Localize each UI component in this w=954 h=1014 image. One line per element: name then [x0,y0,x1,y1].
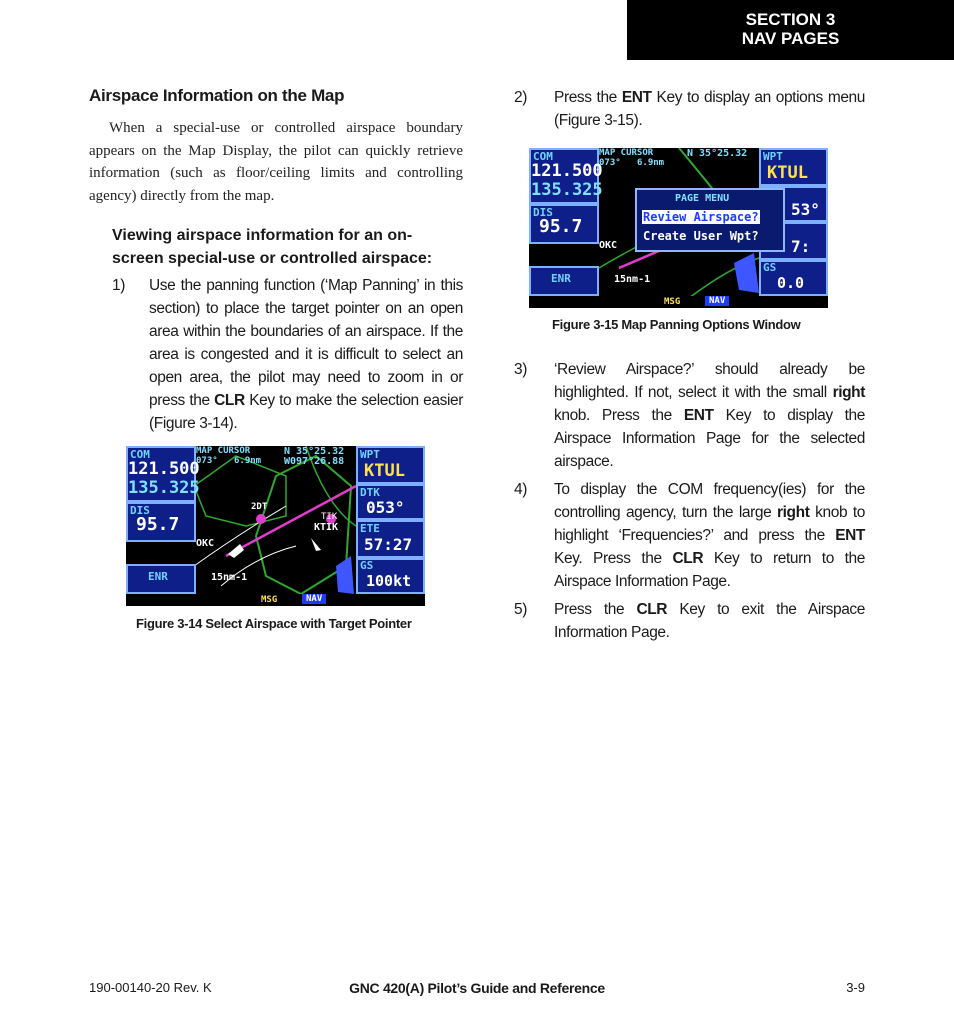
ete-value: 7: [791,237,811,256]
section-tab-line1: SECTION 3 [745,10,836,29]
step-2 [512,86,865,132]
step-text: To display the COM frequency(ies) for the controlling agency, turn the large right knob to highlight ‘Frequencies?’ and press the ENT Key. Press the CLR Key to return to the Airspace Information Page. [554,481,866,590]
step-text: Press the CLR Key to exit the Airspace Information Page. [554,601,865,641]
ete-label: ETE [360,522,380,535]
range-value: 6.9nm [637,158,665,168]
wpt-value: KTUL [364,461,405,481]
map-scale: 15nm-1 [211,572,248,583]
wpt-value: KTUL [767,163,808,183]
latitude-value: N 35°25.32 [284,446,345,457]
dtk-value: 53° [791,200,820,219]
step-5 [512,598,865,644]
review-airspace-option[interactable]: Review Airspace? [643,210,759,224]
dis-label: DIS [130,504,150,517]
step-text: Press the ENT Key to display an options menu (Figure 3-15). [554,89,866,129]
section-tab-line2: NAV PAGES [741,29,840,48]
dis-value: 95.7 [539,216,583,237]
dtk-value: 053° [366,498,405,517]
page-menu-title: PAGE MENU [675,193,730,204]
left-column [89,86,463,631]
right-column [512,86,866,641]
bearing-value: 073° [599,158,621,168]
com-standby-frequency: 135.325 [531,180,603,200]
clr-key: CLR [214,392,245,409]
com-active-frequency: 121.500 [128,459,200,479]
create-user-waypoint-option[interactable]: Create User Wpt? [643,229,759,243]
waypoint-2dt: 2DT [251,502,268,512]
longitude-value: W097°26.88 [284,456,345,467]
step-number: 4) [514,481,527,498]
com-standby-frequency: 135.325 [128,478,200,498]
figure-3-15-caption: Figure 3-15 Map Panning Options Window [552,317,801,332]
msg-annunciator: MSG [261,595,278,605]
com-active-frequency: 121.500 [531,161,603,181]
procedure-heading: Viewing airspace information for an on-screen special-use or controlled airspace: [112,227,433,267]
waypoint-tik: TIK [321,512,338,522]
section-tab [627,0,954,60]
waypoint-ktik: KTIK [314,522,339,533]
gs-label: GS [360,559,374,572]
nav-annunciator: NAV [705,296,729,306]
footer-title: GNC 420(A) Pilot’s Guide and Reference [349,980,605,996]
enr-label: ENR [148,570,168,583]
step-number: 5) [514,601,527,618]
waypoint-okc: OKC [196,538,215,549]
range-value: 6.9nm [234,456,262,466]
dis-label: DIS [533,206,553,219]
gs-value: 0.0 [777,274,805,292]
dis-value: 95.7 [136,514,180,535]
enr-label: ENR [551,272,571,285]
step-number: 1) [112,277,125,294]
footer-page-number: 3-9 [846,980,865,995]
latitude-value: N 35°25.32 [687,148,748,159]
gs-label: GS [763,261,777,274]
map-cursor-label: MAP CURSOR [196,446,251,456]
bearing-value: 073° [196,456,218,466]
waypoint-okc: OKC [599,240,618,251]
figure-3-15-screen [529,148,828,308]
gs-value: 100kt [366,572,412,590]
page-menu-popup [635,188,785,252]
figure-3-14-caption: Figure 3-14 Select Airspace with Target Pointer [136,616,412,631]
wpt-label: WPT [763,150,783,163]
dtk-label: DTK [360,486,380,499]
ete-value: 57:27 [364,535,413,554]
msg-annunciator: MSG [664,297,681,307]
step-3 [512,358,865,473]
intro-paragraph: When a special-use or controlled airspace boundary appears on the Map Display, the pilot can quickly retrieve information (such as floor/ceiling limits and controlling agency) directly from the map. [89,120,463,204]
step-text: ‘Review Airspace?’ should already be highlighted. If not, select it with the small right knob. Press the ENT Key to display the Airspace Information Page for the selected airspace. [554,361,865,470]
footer-document-number: 190-00140-20 Rev. K [89,980,212,995]
com-label: COM [533,150,553,163]
step-1 [89,274,463,435]
step-number: 2) [514,89,527,106]
wpt-label: WPT [360,448,380,461]
com-label: COM [130,448,150,461]
ent-key: ENT [621,89,652,106]
step-4 [512,478,865,593]
section-heading: Airspace Information on the Map [89,86,345,105]
figure-3-14-screen [126,446,425,606]
step-number: 3) [514,361,527,378]
map-cursor-label: MAP CURSOR [599,148,654,158]
map-scale: 15nm-1 [614,274,651,285]
step-text: Use the panning function (‘Map Panning’ in this section) to place the target pointer on an open area within the boundaries of an airspace. If the area is congested and it is difficult to select an open area, the pilot may need to zoom in or press the CLR Key to make the selection easier (Figure 3-14). [149,277,463,432]
nav-annunciator: NAV [302,594,326,604]
